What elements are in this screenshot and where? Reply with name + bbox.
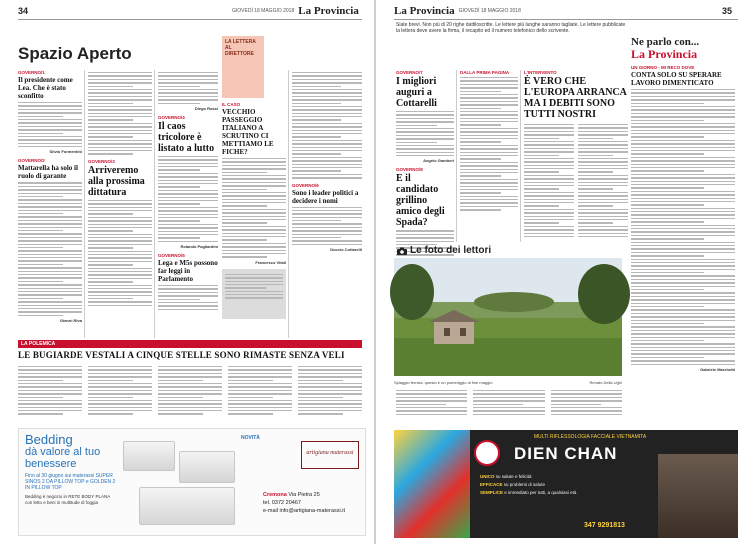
article-body [158, 285, 218, 310]
ad-bullets [480, 474, 652, 495]
article-body [292, 207, 362, 246]
talk-with-us-box [631, 36, 735, 416]
column-divider [288, 70, 289, 338]
ad-tagline: dà valore al tuo benessere [25, 446, 101, 470]
camera-icon [397, 247, 407, 255]
ad-phone: 0372 20467 [271, 500, 301, 506]
article-signature: Duccio Cottarelli [330, 247, 362, 253]
left-masthead-block [232, 4, 359, 18]
issue-date: GIOVEDÌ 18 MAGGIO 2018 [232, 7, 295, 14]
column-c [524, 70, 628, 242]
article-headline: È VERO CHE L'EUROPA ARRANCA MA I DEBITI SONO TUTTI NOSTRI [524, 76, 627, 120]
ad-subtitle: MULTI RIFLESSOLOGIA FACCIALE VIETNAMITA [533, 434, 647, 440]
article-body [292, 72, 362, 179]
column-5 [292, 70, 362, 338]
side-box-signature: Gabriele Marchetti [700, 367, 735, 373]
ad-note: Bedding è negozio in RETE BODY PLANA con letto e beni in multitude di foggia [25, 494, 110, 505]
letters-guidelines: Siate brevi. Non più di 20 righe dattiloscritte. Le lettere più lunghe saranno tagliate. Le lettere pubblicate la lettera deve avere la firma, il recapito ed il numero telefonico dello scrivente. [396, 22, 626, 34]
header-rule [18, 19, 362, 20]
landscape-image [394, 258, 622, 376]
letter-box-label: LA LETTERA AL DIRETTORE [225, 39, 256, 57]
column-divider [456, 70, 457, 242]
ad-phone[interactable]: 347 9291813 [584, 522, 625, 529]
column-b [460, 70, 518, 242]
photo-text [396, 388, 622, 424]
ad-title: Bedding [25, 432, 73, 447]
article-body [578, 124, 628, 237]
article-signature: Silvio Formentini [49, 149, 82, 155]
mattress-image [179, 451, 235, 483]
photo-section-title: Le foto dei lettori [410, 245, 492, 256]
left-page [0, 0, 374, 544]
article-kicker: L'INTERVENTO [524, 70, 557, 75]
photo-credit: Renato Della Ughi [589, 380, 622, 385]
article-signature: Rolando Pagliardini [180, 244, 218, 250]
issue-date: GIOVEDÌ 18 MAGGIO 2018 [458, 7, 521, 14]
article-kicker: GOVERNO/3 [88, 158, 115, 164]
dien-chan-advertisement[interactable] [394, 430, 738, 538]
masthead: La Provincia [298, 5, 359, 17]
side-note-box [222, 269, 286, 319]
column-divider [84, 70, 85, 338]
article-signature: Diego Rossi [194, 105, 218, 111]
article-body [88, 72, 152, 155]
article-body [18, 182, 82, 316]
header-rule [394, 19, 738, 20]
ad-email[interactable]: e-mail info@artigiana-materassi.it [263, 508, 346, 514]
side-box-brand: La Provincia [631, 47, 698, 61]
article-headline: Lega e M5s possono far leggi in Parlamento [158, 259, 218, 284]
article-body [88, 200, 152, 307]
column-a [396, 70, 454, 242]
ad-novelty-label: NOVITÀ [241, 435, 260, 441]
article-body [158, 72, 218, 104]
ad-phone-label: tel. [263, 500, 271, 506]
ad-address: Via Pietra 25 [288, 492, 320, 498]
polemic-banner: LA POLEMICA [18, 340, 362, 348]
article-body [524, 124, 574, 237]
photo-caption-row [394, 380, 622, 385]
ad-bullet: SEMPLICE e immediato per tutti, a qualsiasi età [480, 490, 577, 495]
side-box-title: Ne parlo con... [631, 36, 700, 48]
letter-to-editor-box [222, 36, 264, 98]
article-kicker: IL CASO [222, 102, 241, 107]
ad-bullet: UNICO su salute e felicità [480, 474, 532, 479]
right-masthead-block [394, 4, 521, 18]
article-headline: VECCHIO PASSEGGIO ITALIANO A SCRUTINO CI METTIAMO LE FICHE? [222, 108, 274, 156]
polemic-body [18, 364, 362, 424]
article-kicker: GOVERNO/4 [158, 114, 185, 120]
page-number: 34 [18, 6, 29, 16]
ad-offer: Fino al 30 giugno sui materassi SUPER SINOS 2 DA PILLOW TOP e GOLDEN 2 IN PILLOW TOP [25, 473, 116, 491]
article-body [18, 102, 82, 147]
bedding-advertisement[interactable] [18, 428, 366, 536]
side-box-kicker: UN GIORNO - MI RECO DOVE [631, 65, 695, 70]
article-signature: Angelo Gamberi [423, 158, 454, 164]
ad-contact [263, 491, 363, 515]
column-divider [154, 70, 155, 338]
article-signature: Francesco Vitali [255, 259, 286, 265]
column-divider [520, 70, 521, 242]
reader-photos-title [397, 245, 491, 256]
photo-caption: Spiaggio ferrara, questo è un pomeriggio di fine maggio [394, 380, 493, 385]
article-kicker: GOVERNO/7 [396, 70, 423, 75]
brand-logo: artigiana materassi [301, 441, 359, 469]
left-folio [18, 4, 28, 18]
mattress-image [123, 441, 175, 471]
mattress-image [139, 487, 235, 525]
column-4 [222, 102, 286, 338]
masthead: La Provincia [394, 5, 455, 17]
article-headline: Mattarella ha solo il ruolo di garante [18, 164, 78, 181]
ad-city: Cremona [263, 492, 287, 498]
article-headline: E il candidato grillino amico degli Spada? [396, 173, 445, 229]
article-kicker: GOVERNO/5 [158, 253, 185, 259]
reader-photo[interactable] [394, 258, 622, 376]
ad-bullet: EFFICACE su problemi di salute [480, 482, 546, 487]
right-page [376, 0, 750, 544]
article-body [396, 111, 454, 156]
ad-title: DIEN CHAN [514, 444, 618, 463]
right-folio [722, 4, 732, 18]
column-3 [158, 70, 218, 338]
section-title: Spazio Aperto [18, 44, 132, 63]
article-headline: I migliori auguri a Cottarelli [396, 76, 437, 109]
polemic-headline: LE BUGIARDE VESTALI A CINQUE STELLE SONO RIMASTE SENZA VELI [18, 350, 345, 360]
face-reflexology-image [394, 430, 470, 538]
column-1 [18, 70, 82, 338]
article-signature: Gianni Riva [59, 318, 82, 324]
article-body [222, 158, 286, 258]
article-kicker: DALLA PRIMA PAGINA [460, 70, 510, 75]
article-body [158, 156, 218, 242]
article-headline: Il presidente come Lea. Che è stato sconfitto [18, 76, 73, 100]
article-headline: Arriveremo alla prossima dittatura [88, 164, 145, 198]
ad-copy [25, 433, 117, 505]
article-kicker: GOVERNO/1 [18, 70, 45, 75]
page-number: 35 [722, 6, 733, 16]
article-kicker: GOVERNO/2 [18, 158, 45, 164]
column-2 [88, 70, 152, 338]
article-headline: Il caos tricolore è listato a lutto [158, 120, 215, 154]
logo-badge-icon [474, 440, 500, 466]
article-kicker: GOVERNO/6 [292, 182, 319, 188]
side-box-body [631, 89, 735, 365]
side-box-headline: CONTA SOLO SU SPERARE LAVORO DIMENTICATO [631, 71, 722, 87]
article-headline: Sono i leader politici a decidere i nomi [292, 188, 359, 205]
article-body [460, 77, 518, 211]
master-portrait-image [658, 454, 738, 538]
article-kicker: GOVERNO/8 [396, 167, 423, 173]
